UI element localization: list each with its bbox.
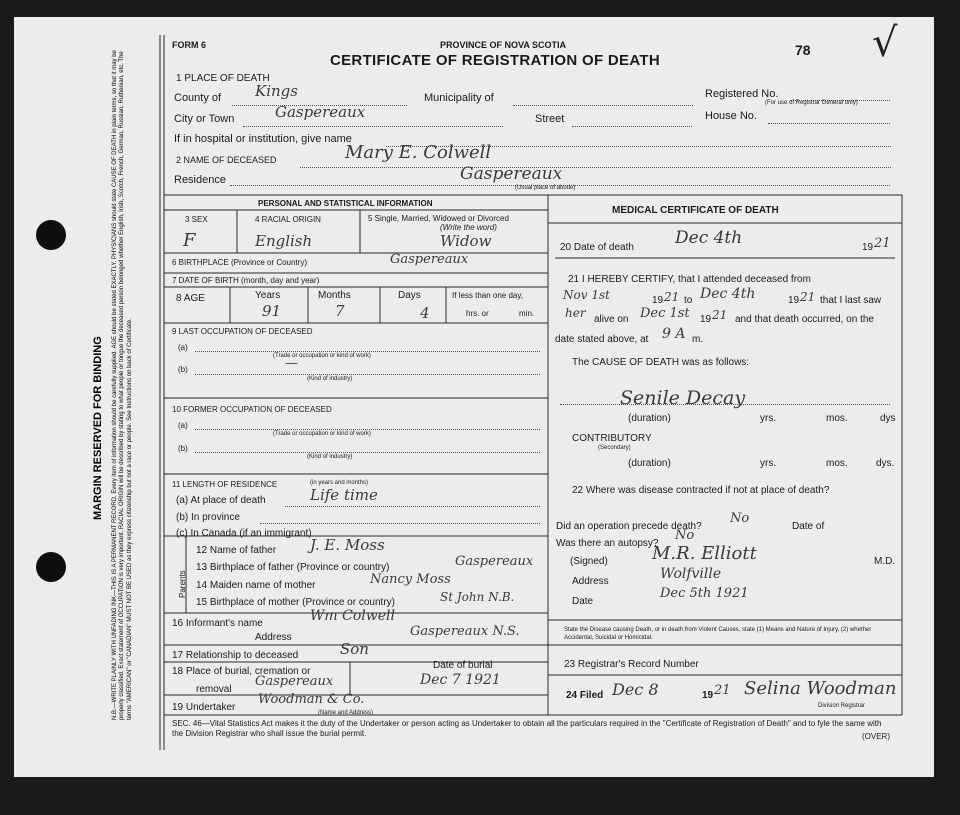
registrar-signature: Selina Woodman [744, 678, 897, 699]
birthplace-value: Gaspereaux [390, 252, 469, 267]
former-occ-industry-note: (Kind of industry) [307, 454, 353, 460]
death-year-value: 21 [874, 236, 891, 251]
marital-note: (Write the word) [440, 223, 497, 232]
province-title: PROVINCE OF NOVA SCOTIA [440, 40, 567, 50]
undertaker-value: Woodman & Co. [258, 692, 365, 707]
contracted-label: 22 Where was disease contracted if not at place of death? [572, 485, 830, 496]
mother-birthplace-value: St John N.B. [440, 590, 515, 604]
personal-heading: PERSONAL AND STATISTICAL INFORMATION [258, 199, 433, 208]
attended-to-value: Dec 4th [700, 286, 756, 302]
contrib-yrs-label: yrs. [760, 458, 777, 469]
signed-label: (Signed) [570, 556, 608, 567]
hrs-label: hrs. or [466, 309, 489, 318]
date-of-death-label: 20 Date of death [560, 242, 634, 253]
residence-length-label: 11 LENGTH OF RESIDENCE [172, 480, 278, 489]
attended-from-value: Nov 1st [563, 288, 610, 302]
parents-label-wrap [172, 570, 190, 598]
filed-year-value: 21 [714, 683, 731, 698]
certificate-title: CERTIFICATE OF REGISTRATION OF DEATH [330, 52, 660, 69]
operation-label: Did an operation precede death? [556, 521, 702, 532]
former-occ-trade-note: (Trade or occupation or kind of work) [273, 431, 371, 437]
alive-year-value: 21 [712, 308, 728, 322]
cause-of-death-label: The CAUSE OF DEATH was as follows: [572, 357, 750, 368]
filed-label: 24 Filed [566, 690, 604, 701]
contrib-mos-label: mos. [826, 458, 848, 469]
city-label: City or Town [174, 113, 235, 125]
cause-yrs-label: yrs. [760, 413, 777, 424]
birthplace-label: 6 BIRTHPLACE (Province or Country) [172, 258, 308, 267]
age-label: 8 AGE [176, 293, 205, 304]
relationship-value: Son [340, 640, 369, 658]
municipality-label: Municipality of [424, 92, 494, 104]
alive-date-value: Dec 1st [640, 306, 690, 321]
cause-mos-label: mos. [826, 413, 848, 424]
last-saw-label: that I last saw [820, 295, 882, 306]
last-occupation-label: 9 LAST OCCUPATION OF DECEASED [172, 327, 313, 336]
residence-note: (Usual place of abode) [515, 185, 576, 191]
informant-address-value: Gaspereaux N.S. [410, 624, 520, 639]
binding-margin-label: MARGIN RESERVED FOR BINDING [92, 336, 104, 520]
place-of-death-heading: 1 PLACE OF DEATH [176, 73, 270, 84]
racial-origin-value: English [255, 232, 313, 250]
last-occ-b-label: (b) [178, 365, 188, 374]
county-label: County of [174, 92, 222, 104]
last-occ-industry-note: (Kind of industry) [307, 376, 353, 382]
date-of-death-value: Dec 4th [675, 228, 743, 248]
last-occ-b-value: — [285, 356, 298, 371]
division-registrar-note: Division Registrar [818, 703, 866, 709]
in-province-label: (b) In province [176, 512, 240, 523]
operation-date-label: Date of [792, 521, 825, 532]
residence-length-note: (in years and months) [310, 480, 369, 486]
removal-label: removal [196, 684, 232, 695]
check-mark: √ [872, 20, 898, 66]
autopsy-value: No [675, 528, 695, 543]
racial-origin-label: 4 RACIAL ORIGIN [255, 215, 321, 224]
form-number: FORM 6 [172, 40, 207, 50]
street-label: Street [535, 113, 565, 125]
registrar-note: (For use of Registrar General only) [765, 100, 858, 106]
burial-place-label: 18 Place of burial, cremation or [172, 666, 311, 677]
page-number: 78 [795, 42, 811, 58]
months-label: Months [318, 290, 351, 301]
age-months-value: 7 [335, 302, 345, 320]
registered-no-label: Registered No. [705, 88, 779, 100]
violent-causes-note: State the Disease causing Death, or in death from Violent Causes, state (1) Means and Nature of Injury, (2) whether Accidental, Suicidal or Homicidal. [564, 627, 872, 641]
father-birthplace-label: 13 Birthplace of father (Province or country) [196, 562, 390, 573]
age-years-value: 91 [262, 302, 282, 320]
cause-of-death-value: Senile Decay [620, 387, 746, 409]
burial-place-value: Gaspereaux [255, 674, 334, 689]
to-year-prefix: 19 [788, 295, 800, 306]
burial-date-value: Dec 7 1921 [420, 672, 501, 688]
secondary-note: (Secondary) [598, 445, 631, 451]
hospital-label: If in hospital or institution, give name [174, 133, 352, 145]
at-place-label: (a) At place of death [176, 495, 266, 506]
contrib-duration-label: (duration) [628, 458, 671, 469]
last-occ-trade-note: (Trade or occupation or kind of work) [273, 353, 371, 359]
physician-address-label: Address [572, 576, 609, 587]
marital-value: Widow [440, 232, 492, 250]
certify-text: 21 I HEREBY CERTIFY, that I attended deceased from [568, 274, 811, 285]
certificate-date-value: Dec 5th 1921 [660, 586, 749, 601]
parents-label: Parents [178, 570, 187, 598]
physician-signature: M.R. Elliott [652, 543, 757, 564]
contrib-dys-label: dys. [876, 458, 895, 469]
years-label: Years [255, 290, 281, 301]
death-time-value: 9 A [662, 326, 686, 342]
mother-name-value: Nancy Moss [370, 572, 451, 587]
informant-address-label: Address [255, 632, 292, 643]
from-year-prefix: 19 [652, 295, 664, 306]
deceased-name-value: Mary E. Colwell [345, 142, 492, 163]
medical-heading: MEDICAL CERTIFICATE OF DEATH [612, 205, 779, 216]
mother-name-label: 14 Maiden name of mother [196, 580, 316, 591]
physician-address-value: Wolfville [660, 566, 722, 582]
house-no-label: House No. [705, 110, 757, 122]
days-label: Days [398, 290, 421, 301]
dob-label: 7 DATE OF BIRTH (month, day and year) [172, 276, 320, 285]
age-days-value: 4 [420, 304, 430, 322]
county-value: Kings [255, 82, 298, 100]
former-occ-a-label: (a) [178, 421, 188, 430]
sex-value: F [183, 230, 196, 251]
certificate-date-label: Date [572, 596, 594, 607]
sec46-text: SEC. 46—Vital Statistics Act makes it the duty of the Undertaker or person acting as Undertaker to obtain all the particulars required in the "Certificate of Registration of Death" and to fyle the same with the Division Registrar who shall issue the burial permit. [172, 719, 882, 738]
informant-value: Wm Colwell [310, 608, 395, 624]
marital-label: 5 Single, Married, Widowed or Divorced [368, 214, 509, 223]
alive-on-label: alive on [594, 314, 629, 325]
filed-year-prefix: 19 [702, 690, 714, 701]
undertaker-label: 19 Undertaker [172, 702, 236, 713]
alive-pronoun-value: her [565, 306, 586, 320]
operation-value: No [730, 511, 750, 526]
death-year-printed: 19 [862, 242, 874, 253]
father-name-label: 12 Name of father [196, 545, 277, 556]
autopsy-label: Was there an autopsy? [556, 538, 659, 549]
residence-value: Gaspereaux [460, 164, 563, 184]
min-label: min. [519, 309, 535, 318]
death-occurred-text: and that death occurred, on the [735, 314, 874, 325]
over-label: (OVER) [862, 732, 890, 741]
to-year-value: 21 [800, 290, 816, 304]
margin-instructions-text: N.B.—WRITE PLAINLY WITH UNFADING INK—THIS IS A PERMANENT RECORD. Every item of information should be carefully supplied. AGE should be stated EXACTLY. PHYSICIANS should state CAUSE OF DEATH in plain terms, so that it may be properly classified. Exact statement of OCCUPATION is very important. RACIAL ORIGIN will be described by stating to what people or tongue the deceased person belonged whether English, Irish, Scotch, French, German, Russian, Ruthenian, etc. The terms "AMERICAN" or "CANADIAN" MUST NOT BE USED as they express citizenship but not a race or people. See Instructions on back of Certificate. [112, 50, 133, 720]
burial-date-label: Date of burial [433, 660, 493, 671]
alive-year-prefix: 19 [700, 314, 712, 325]
date-stated-text: date stated above, at [555, 334, 649, 345]
residence-length-value: Life time [310, 486, 378, 504]
in-canada-label: (c) In Canada (if an immigrant) [176, 528, 312, 539]
filed-date-value: Dec 8 [612, 680, 659, 699]
cause-dys-label: dys [880, 413, 896, 424]
to-label: to [684, 295, 693, 306]
md-label: M.D. [874, 556, 896, 567]
deceased-name-label: 2 NAME OF DECEASED [176, 155, 277, 165]
last-occ-a-label: (a) [178, 343, 188, 352]
relationship-label: 17 Relationship to deceased [172, 650, 299, 661]
from-year-value: 21 [664, 290, 680, 304]
cause-duration-label: (duration) [628, 413, 671, 424]
contributory-label: CONTRIBUTORY [572, 433, 652, 444]
m-label: m. [692, 334, 704, 345]
mother-birthplace-label: 15 Birthplace of mother (Province or country) [196, 597, 395, 608]
city-value: Gaspereaux [275, 103, 366, 121]
residence-label: Residence [174, 174, 226, 186]
former-occ-b-label: (b) [178, 444, 188, 453]
less-than-day-label: If less than one day, [452, 291, 524, 300]
name-address-note: (Name and Address) [318, 710, 374, 716]
registrar-record-label: 23 Registrar's Record Number [564, 659, 699, 670]
former-occupation-label: 10 FORMER OCCUPATION OF DECEASED [172, 405, 332, 414]
informant-label: 16 Informant's name [172, 618, 263, 629]
father-name-value: J. E. Moss [310, 536, 385, 554]
father-birthplace-value: Gaspereaux [455, 554, 534, 569]
sex-label: 3 SEX [185, 215, 208, 224]
